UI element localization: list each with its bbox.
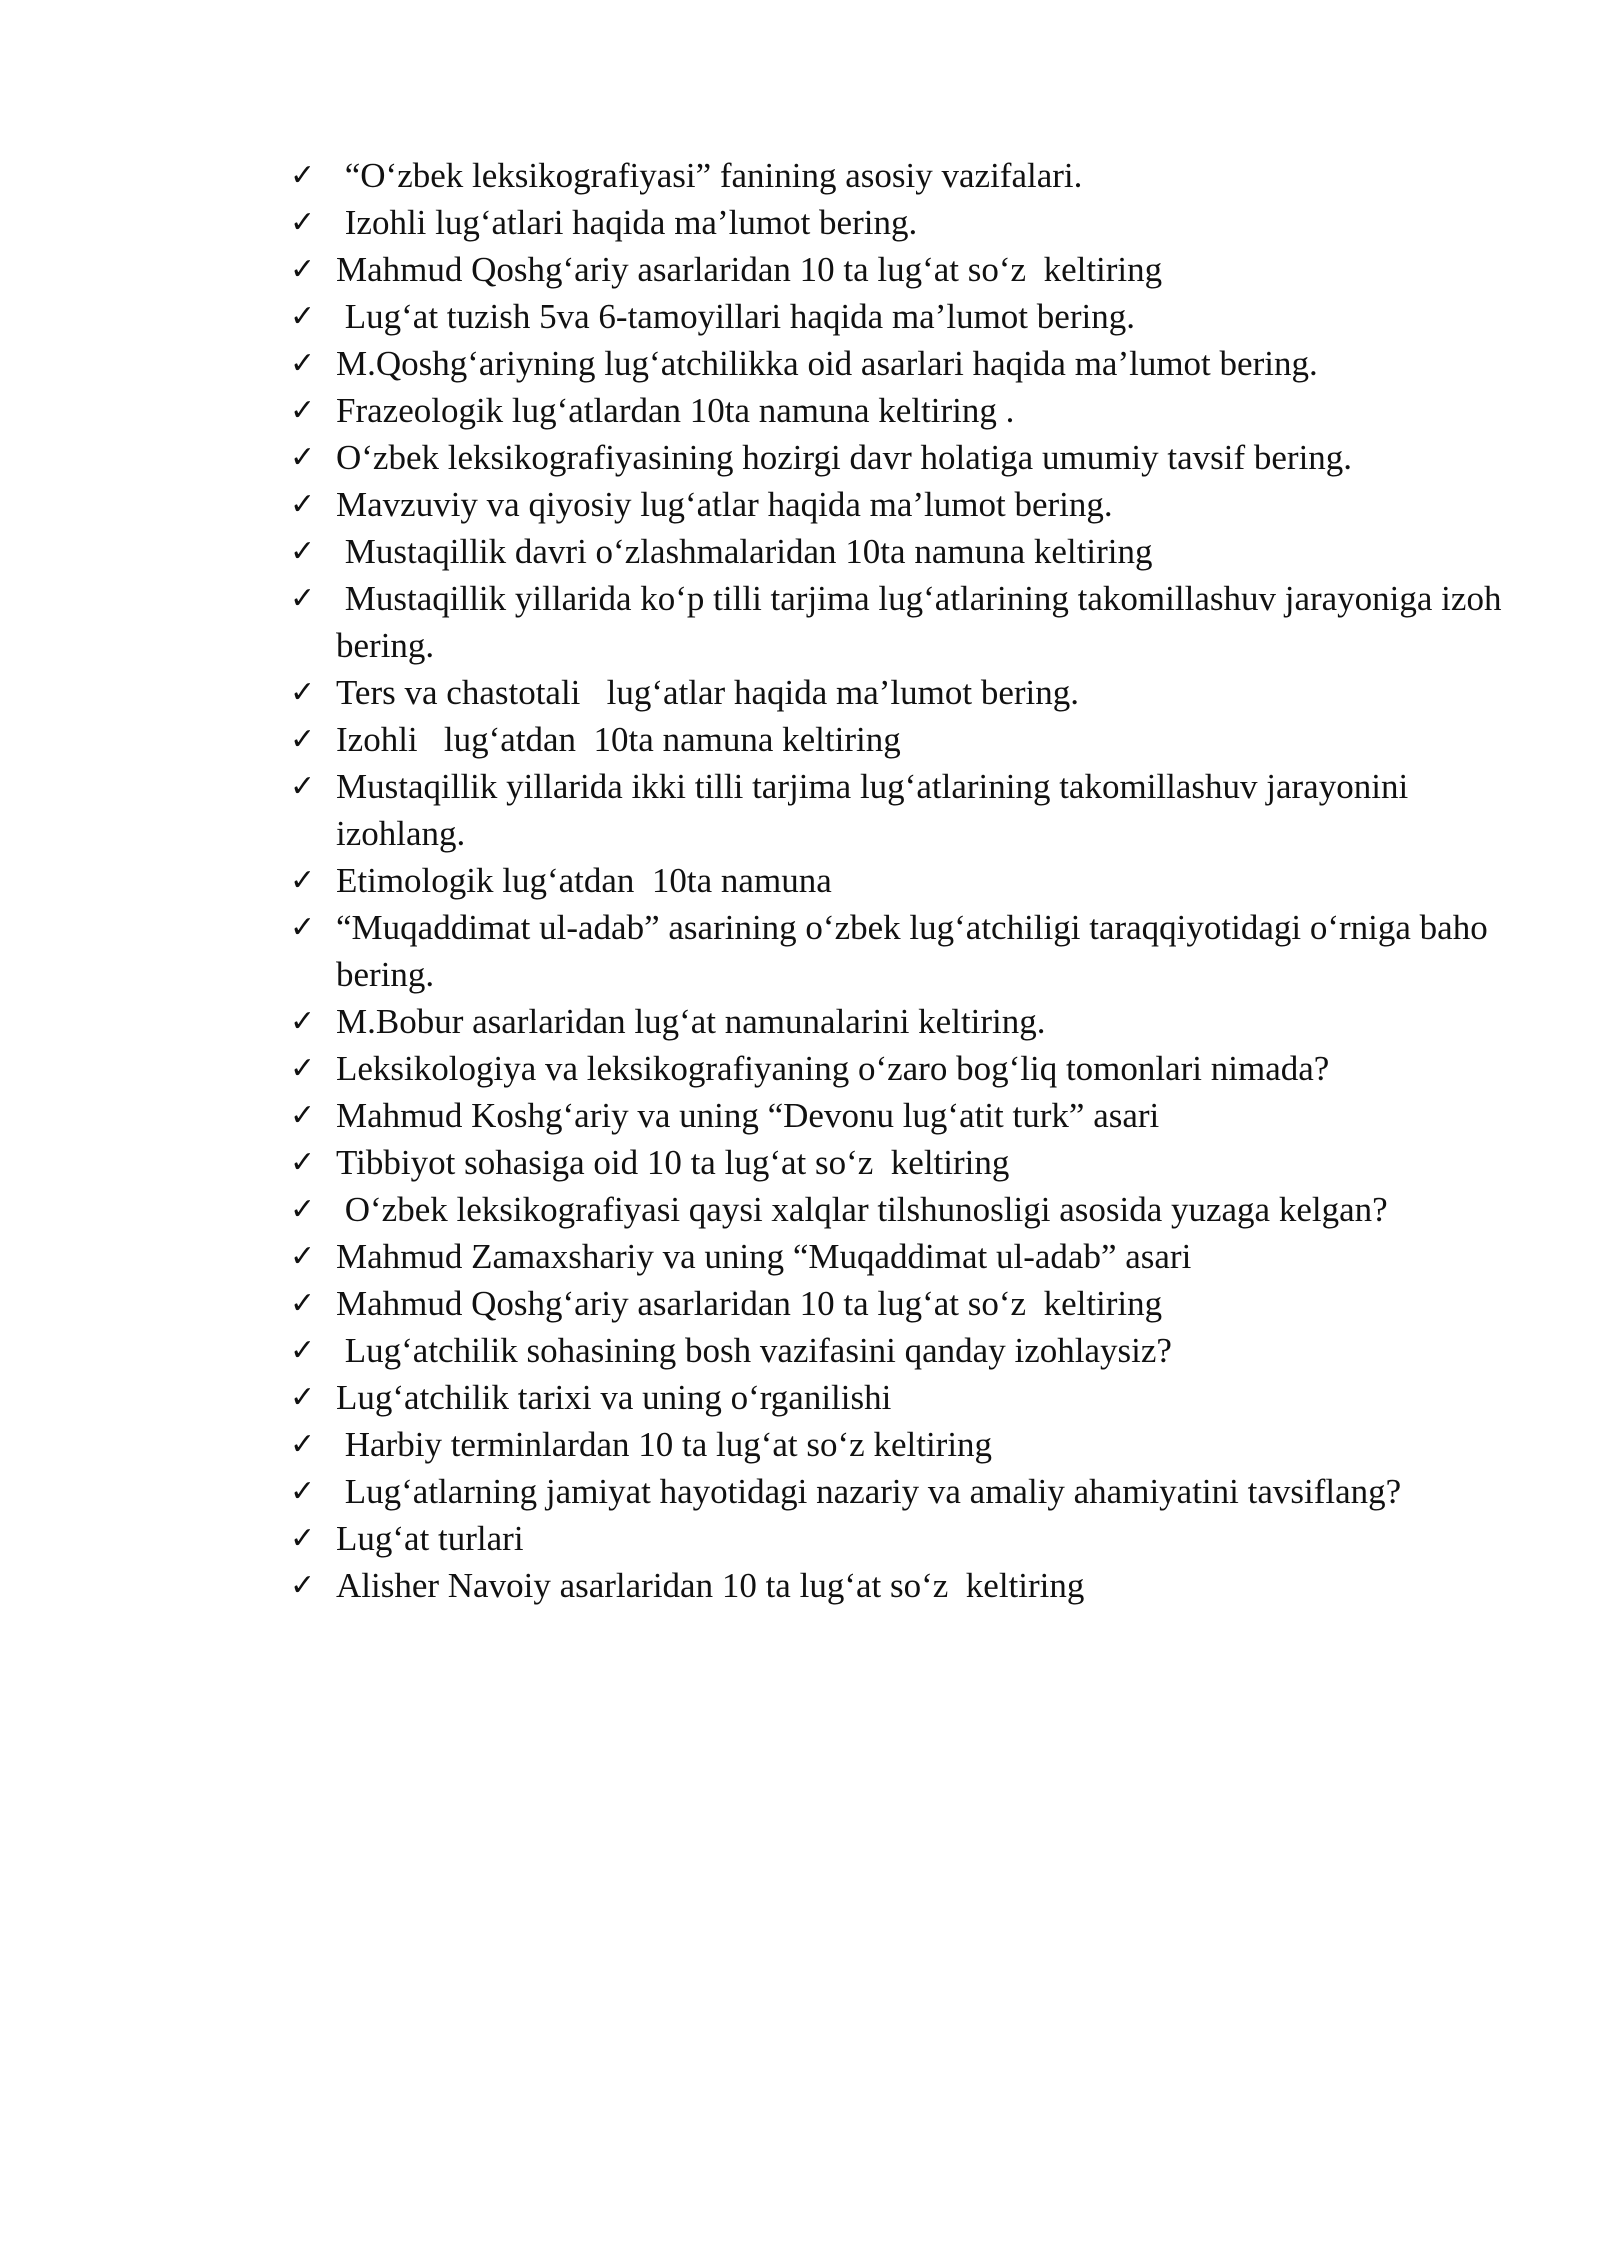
check-icon: ✓ <box>290 487 316 522</box>
check-icon: ✓ <box>290 1239 316 1274</box>
question-text: Izohli lug‘atlari haqida ma’lumot bering. <box>336 203 918 242</box>
check-icon: ✓ <box>290 158 316 193</box>
check-icon: ✓ <box>290 1145 316 1180</box>
check-icon: ✓ <box>290 1380 316 1415</box>
check-icon: ✓ <box>290 1568 316 1603</box>
question-text: Etimologik lug‘atdan 10ta namuna <box>336 861 832 900</box>
check-icon: ✓ <box>290 675 316 710</box>
check-icon: ✓ <box>290 1474 316 1509</box>
check-icon: ✓ <box>290 440 316 475</box>
question-text: Mahmud Koshg‘ariy va uning “Devonu lug‘atit turk” asari <box>336 1096 1160 1135</box>
question-text: Lug‘atchilik tarixi va uning o‘rganilishi <box>336 1378 892 1417</box>
check-icon: ✓ <box>290 299 316 334</box>
question-item <box>288 1562 1538 1609</box>
question-text: O‘zbek leksikografiyasining hozirgi davr holatiga umumiy tavsif bering. <box>336 438 1353 477</box>
question-text: “O‘zbek leksikografiyasi” fanining asosiy vazifalari. <box>336 156 1083 195</box>
question-item <box>288 1186 1538 1233</box>
question-item <box>288 575 1538 669</box>
check-icon: ✓ <box>290 1427 316 1462</box>
question-item <box>288 481 1538 528</box>
question-item <box>288 1280 1538 1327</box>
check-icon: ✓ <box>290 534 316 569</box>
question-item <box>288 1045 1538 1092</box>
check-icon: ✓ <box>290 393 316 428</box>
question-text: Mahmud Qoshg‘ariy asarlaridan 10 ta lug‘at so‘z keltiring <box>336 250 1163 289</box>
question-item <box>288 1092 1538 1139</box>
question-text: Tibbiyot sohasiga oid 10 ta lug‘at so‘z keltiring <box>336 1143 1010 1182</box>
check-icon: ✓ <box>290 1051 316 1086</box>
question-text: Izohli lug‘atdan 10ta namuna keltiring <box>336 720 901 759</box>
check-icon: ✓ <box>290 910 316 945</box>
check-icon: ✓ <box>290 863 316 898</box>
question-item <box>288 998 1538 1045</box>
question-text: “Muqaddimat ul-adab” asarining o‘zbek lug‘atchiligi taraqqiyotidagi o‘rniga baho bering. <box>336 908 1497 994</box>
check-icon: ✓ <box>290 1004 316 1039</box>
question-item <box>288 904 1538 998</box>
check-icon: ✓ <box>290 1192 316 1227</box>
question-item <box>288 387 1538 434</box>
question-text: M.Qoshg‘ariyning lug‘atchilikka oid asarlari haqida ma’lumot bering. <box>336 344 1318 383</box>
check-icon: ✓ <box>290 1333 316 1368</box>
check-icon: ✓ <box>290 1521 316 1556</box>
question-item <box>288 857 1538 904</box>
question-text: Lug‘at turlari <box>336 1519 524 1558</box>
check-icon: ✓ <box>290 581 316 616</box>
question-item <box>288 1421 1538 1468</box>
question-text: Mustaqillik yillarida ko‘p tilli tarjima lug‘atlarining takomillashuv jarayoniga izoh bering. <box>336 579 1511 665</box>
question-item <box>288 152 1538 199</box>
check-icon: ✓ <box>290 769 316 804</box>
question-item <box>288 763 1538 857</box>
question-text: Lug‘at tuzish 5va 6-tamoyillari haqida ma’lumot bering. <box>336 297 1135 336</box>
question-text: Alisher Navoiy asarlaridan 10 ta lug‘at so‘z keltiring <box>336 1566 1085 1605</box>
question-item <box>288 434 1538 481</box>
check-icon: ✓ <box>290 346 316 381</box>
question-item <box>288 1468 1538 1515</box>
question-item <box>288 716 1538 763</box>
question-text: Mavzuviy va qiyosiy lug‘atlar haqida ma’lumot bering. <box>336 485 1113 524</box>
question-item <box>288 340 1538 387</box>
question-item <box>288 1515 1538 1562</box>
question-item <box>288 1139 1538 1186</box>
question-item <box>288 669 1538 716</box>
check-icon: ✓ <box>290 1098 316 1133</box>
question-text: M.Bobur asarlaridan lug‘at namunalarini keltiring. <box>336 1002 1046 1041</box>
question-item <box>288 1233 1538 1280</box>
check-icon: ✓ <box>290 1286 316 1321</box>
question-item <box>288 199 1538 246</box>
question-text: Lug‘atchilik sohasining bosh vazifasini qanday izohlaysiz? <box>336 1331 1172 1370</box>
question-text: Ters va chastotali lug‘atlar haqida ma’lumot bering. <box>336 673 1079 712</box>
question-item <box>288 246 1538 293</box>
question-text: Leksikologiya va leksikografiyaning o‘zaro bog‘liq tomonlari nimada? <box>336 1049 1330 1088</box>
check-icon: ✓ <box>290 722 316 757</box>
question-item <box>288 528 1538 575</box>
check-icon: ✓ <box>290 205 316 240</box>
question-text: O‘zbek leksikografiyasi qaysi xalqlar tilshunosligi asosida yuzaga kelgan? <box>336 1190 1388 1229</box>
question-text: Mustaqillik yillarida ikki tilli tarjima lug‘atlarining takomillashuv jarayonini izohlang. <box>336 767 1417 853</box>
question-item <box>288 1327 1538 1374</box>
question-text: Mahmud Zamaxshariy va uning “Muqaddimat ul-adab” asari <box>336 1237 1192 1276</box>
question-text: Lug‘atlarning jamiyat hayotidagi nazariy va amaliy ahamiyatini tavsiflang? <box>336 1472 1402 1511</box>
question-item <box>288 1374 1538 1421</box>
question-text: Mustaqillik davri o‘zlashmalaridan 10ta namuna keltiring <box>336 532 1153 571</box>
question-text: Harbiy terminlardan 10 ta lug‘at so‘z keltiring <box>336 1425 993 1464</box>
question-text: Mahmud Qoshg‘ariy asarlaridan 10 ta lug‘at so‘z keltiring <box>336 1284 1163 1323</box>
question-list <box>288 152 1538 1609</box>
question-item <box>288 293 1538 340</box>
question-text: Frazeologik lug‘atlardan 10ta namuna keltiring . <box>336 391 1015 430</box>
check-icon: ✓ <box>290 252 316 287</box>
